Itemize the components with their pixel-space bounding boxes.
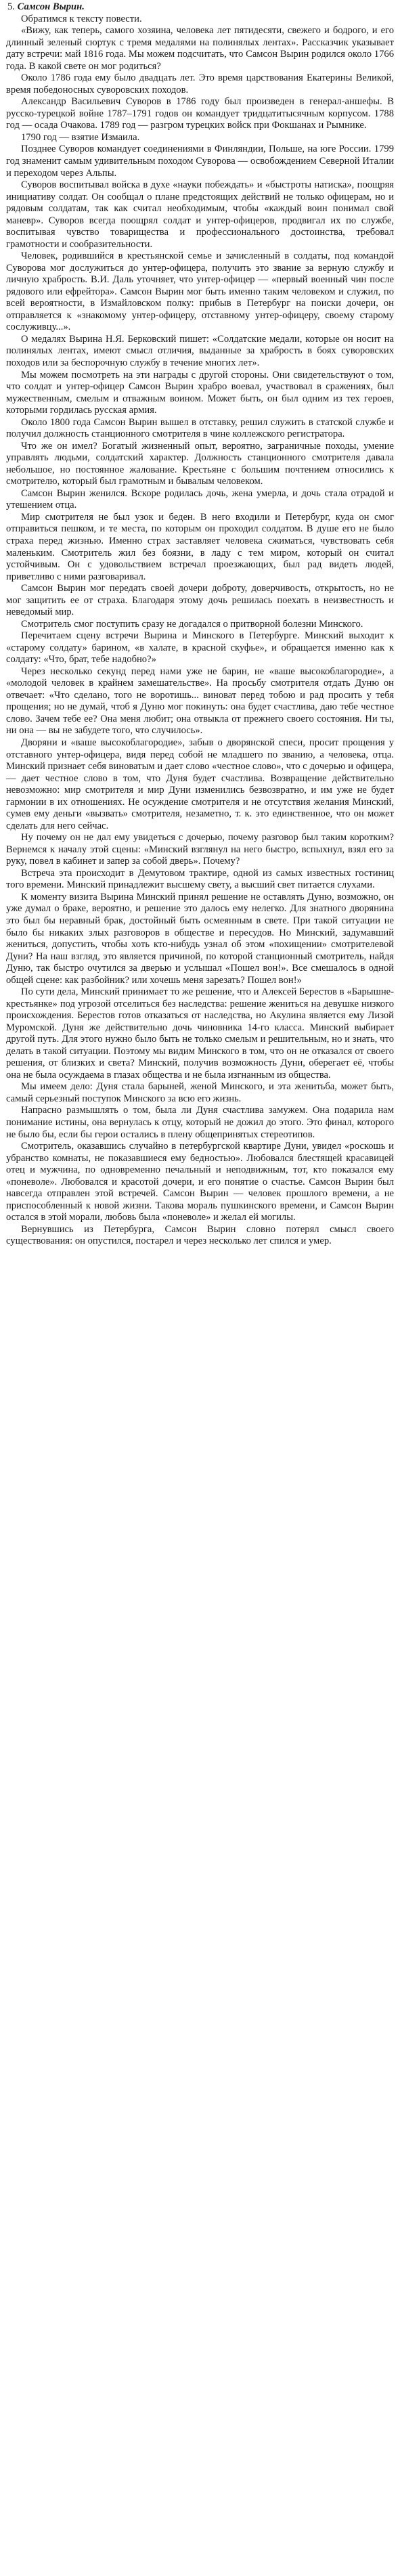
paragraph: Александр Васильевич Суворов в 1786 году был произведен в генерал-аншефы. В русско-турецкой войне 1787–1791 годов он командует тридцатитысячным корпусом. 1788 год — осада Очакова. 1789 год — разгром турецких войск при Фокшанах и Рымнике. (6, 96, 394, 131)
paragraph: Смотритель смог поступить сразу не догадался о притворной болезни Минского. (21, 618, 363, 630)
paragraph: К моменту визита Вырина Минский принял решение не оставлять Дуню, возможно, он уже думал о браке, вероятно, и решение это далось ему нелегко. Для знатного дворянина это был бы неравный брак, достойный быть осмеянным в свете. При такой ситуации не было бы никаких злых разговоров в обществе и пересудов. Но Минский, задумавший жениться, допустить, чтобы хоть кто-нибудь узнал об этом «похищении» смотрителевой Дуни? На наш взгляд, это является причиной, по которой станционный смотритель, найдя Дуню, так быстро очутился за дверью и услышал «Пошел вон!». Все смешалось в одной общей сцене: как разбойник? или хочешь меня зарезать? Пошел вон!» (6, 891, 394, 986)
paragraph: Мы имеем дело: Дуня стала барыней, женой Минского, и эта женитьба, может быть, самый серьезный поступок Минского за всю его жизнь. (6, 1081, 394, 1104)
paragraph: Обратимся к тексту повести. (21, 13, 142, 24)
paragraph: Ну почему он не дал ему увидеться с дочерью, почему разговор был таким коротким? Вернемся к началу этой сцены: «Минский взглянул на него быстро, вспыхнул, взял его за руку, повел в кабинет и запер за собой дверь». Почему? (6, 832, 394, 867)
paragraph: Мир смотрителя не был узок и беден. В него входили и Петербург, куда он смог отправиться пешком, и те места, по которым он проходил солдатом. В душе его не было страха перед жизнью. Именно страх заставляет человека сжиматься, чувствовать себя маленьким. Смотритель жил без боязни, в ладу с тем миром, который он считал устойчивым. Он с удовольствием встречал проезжающих, был рад видеть людей, приветливо с ними разговаривал. (6, 511, 394, 582)
paragraph: Около 1786 года ему было двадцать лет. Это время царствования Екатерины Великой, время победоносных суворовских походов. (6, 72, 394, 95)
paragraph: Дворяни и «ваше высокоблагородие», забыв о дворянской спеси, просит прощения у отставного унтер-офицера, видя перед собой не младшего по званию, а человека, отца. Минский признает себя виноватым и дает слово «честное слово», что с дочерью и офицера, — дает честное слово в том, что Дуня будет счастлива. Возвращение действительно невозможно: мир смотрителя и мир Дуни изменились безвозвратно, и им уже не будет гармонии в их отношениях. Не осуждение смотрителя и не отсутствия желания Минский, сумев ему деньги «вызвать» смотрителя, незаметно, т. к. это единственное, что он может сделать для него сейчас. (6, 737, 394, 831)
paragraph: Вернувшись из Петербурга, Самсон Вырин словно потерял смысл своего существования: он опустился, постарел и через несколько лет спился и умер. (6, 1223, 394, 1247)
paragraph: Что же он имел? Богатый жизненный опыт, вероятно, заграничные походы, умение управлять людьми, солдатский характер. Должность станционного смотрителя давала небольшое, но постоянное жалование. Крестьяне с большим почтением относились к смотрителю, который был грамотным и бывалым человеком. (6, 440, 394, 487)
paragraph: Мы можем посмотреть на эти награды с другой стороны. Они свидетельствуют о том, что солдат и унтер-офицер Самсон Вырин храбро воевал, участвовал в сражениях, был мужественным, смелым и отважным воином. Может быть, он был одним из тех героев, которыми гордилась русская армия. (6, 369, 394, 416)
paragraph: Человек, родившийся в крестьянской семье и зачисленный в солдаты, под командой Суворова мог дослужиться до унтер-офицера, получить это звание за верную службу и личную храбрость. В.И. Даль уточняет, что унтер-офицер — «первый военный чин после рядового или ефрейтора». Самсон Вырин мог быть именно таким человеком и служил, по всей вероятности, в Измайловском полку: прибыв в Петербург на поиски дочери, он отправляется к «знакомому унтер-офицеру, отставному унтер-офицеру, своему старому сослуживцу...». (6, 250, 394, 333)
paragraph: «Вижу, как теперь, самого хозяина, человека лет пятидесяти, свежего и бодрого, и его длинный зеленый сюртук с тремя медалями на полинялых лентах». Рассказчик указывает дату встречи: май 1816 года. Мы можем подсчитать, что Самсон Вырин родился около 1766 года. В какой свете он мог родиться? (6, 25, 394, 72)
paragraph: Через несколько секунд перед нами уже не барин, не «ваше высокоблагородие», а «молодой человек в крайнем замешательстве». На просьбу смотрителя отдать Дуню он отвечает: «Что сделано, того не воротишь... виноват перед тобою и рад просить у тебя прощения; но не думай, чтоб я Дуню мог покинуть: она будет счастлива, даю тебе честное слово. Зачем тебе ее? Она меня любит; она отвыкла от прежнего своего состояния. Ни ты, ни она — вы не забудете того, что случилось». (6, 665, 394, 737)
paragraph: Самсон Вырин женился. Вскоре родилась дочь, жена умерла, и дочь стала отрадой и утешением отца. (6, 487, 394, 511)
paragraph: Около 1800 года Самсон Вырин вышел в отставку, решил служить в статской службе и получил должность станционного смотрителя в чине коллежского регистратора. (6, 416, 394, 440)
paragraph: Позднее Суворов командует соединениями в Финляндии, Польше, на юге России. 1799 год знаменит самым удивительным походом Суворова — освобождением Северной Италии и переходом через Альпы. (6, 144, 394, 179)
paragraph: О медалях Вырина Н.Я. Берковский пишет: «Солдатские медали, которые он носит на полинялых лентах, имеют смысл отличия, выданные за храбрость в боях суворовских походов или за беспорочную службу в течение многих лет». (6, 333, 394, 368)
section-number: 5. (7, 1, 15, 12)
paragraph: Напрасно размышлять о том, была ли Дуня счастлива замужем. Она подарила нам понимание истины, она вернулась к отцу, который не дожил до этого. Это финал, которого не было бы, если бы герои остались в плену общепринятых стереотипов. (6, 1105, 394, 1140)
paragraph: Встреча эта происходит в Демутовом трактире, одной из самых известных гостиниц того времени. Минский принадлежит высшему свету, а высший свет питается слухами. (6, 867, 394, 891)
paragraph: 1790 год — взятие Измаила. (21, 131, 140, 143)
paragraph: По сути дела, Минский принимает то же решение, что и Алексей Берестов в «Барышне-крестьянке» под угрозой отселиться без наследства: решение жениться на девушке низкого происхождения. Берестов готов отказаться от наследства, но Акулина является ему Лизой Муромской. Дуня же действительно дочь чиновника 14-го класса. Минский выбирает другой путь. Для этого нужно было быть не только смелым и решительным, но и знать, что делать в такой ситуации. Поэтому мы видим Минского в том, что он не отказался от своего решения, от близких и света? Минский, получив возможность Дуни, оберегает её, чтобы она не была осуждаема в глазах общества и не была изгнанным из общества. (6, 986, 394, 1080)
paragraph: Перечитаем сцену встречи Вырина и Минского в Петербурге. Минский выходит к «старому солдату» барином, «в халате, в красной скуфье», и обращается именно как к солдату: «Что, брат, тебе надобно?» (6, 630, 394, 665)
section-title: Самсон Вырин. (17, 1, 85, 12)
paragraph: Смотритель, оказавшись случайно в петербургской квартире Дуни, увидел «роскошь и убранство комнаты, не показавшиеся ему бедностью». Любовался блестящей красавицей отец и мужчина, по одновременно печальный и неподвижным, тот, кто показался ему «поневоле». Любовался и красотой дочери, и его понятие о счастье. Самсон Вырин был навсегда отправлен этой встречей. Самсон Вырин — человек прошлого времени, а не приспособленный к новой жизни. Такова мораль пушкинского времени, и Самсон Вырин остался в этой морали, любовь была «поневоле» и желал ей могилы. (6, 1141, 394, 1223)
paragraph: Суворов воспитывал войска в духе «науки побеждать» и «быстроты натиска», поощряя инициативу солдат. Он сообщал о плане предстоящих действий не только офицерам, но и рядовым солдатам, так как считал необходимым, чтобы «каждый воин понимал свой маневр». Суворов всегда поощрял солдат и унтер-офицеров, продвигал их по службе, воспитывая чувство товарищества и профессионального достоинства, требовал грамотности и сообразительности. (6, 179, 394, 250)
paragraph: Самсон Вырин мог передать своей дочери доброту, доверчивость, открытость, но не мог защитить ее от страха. Благодаря этому дочь решилась поехать в неизвестность и неведомый мир. (6, 583, 394, 618)
section-body (6, 14, 394, 1248)
section-heading (6, 1, 394, 14)
